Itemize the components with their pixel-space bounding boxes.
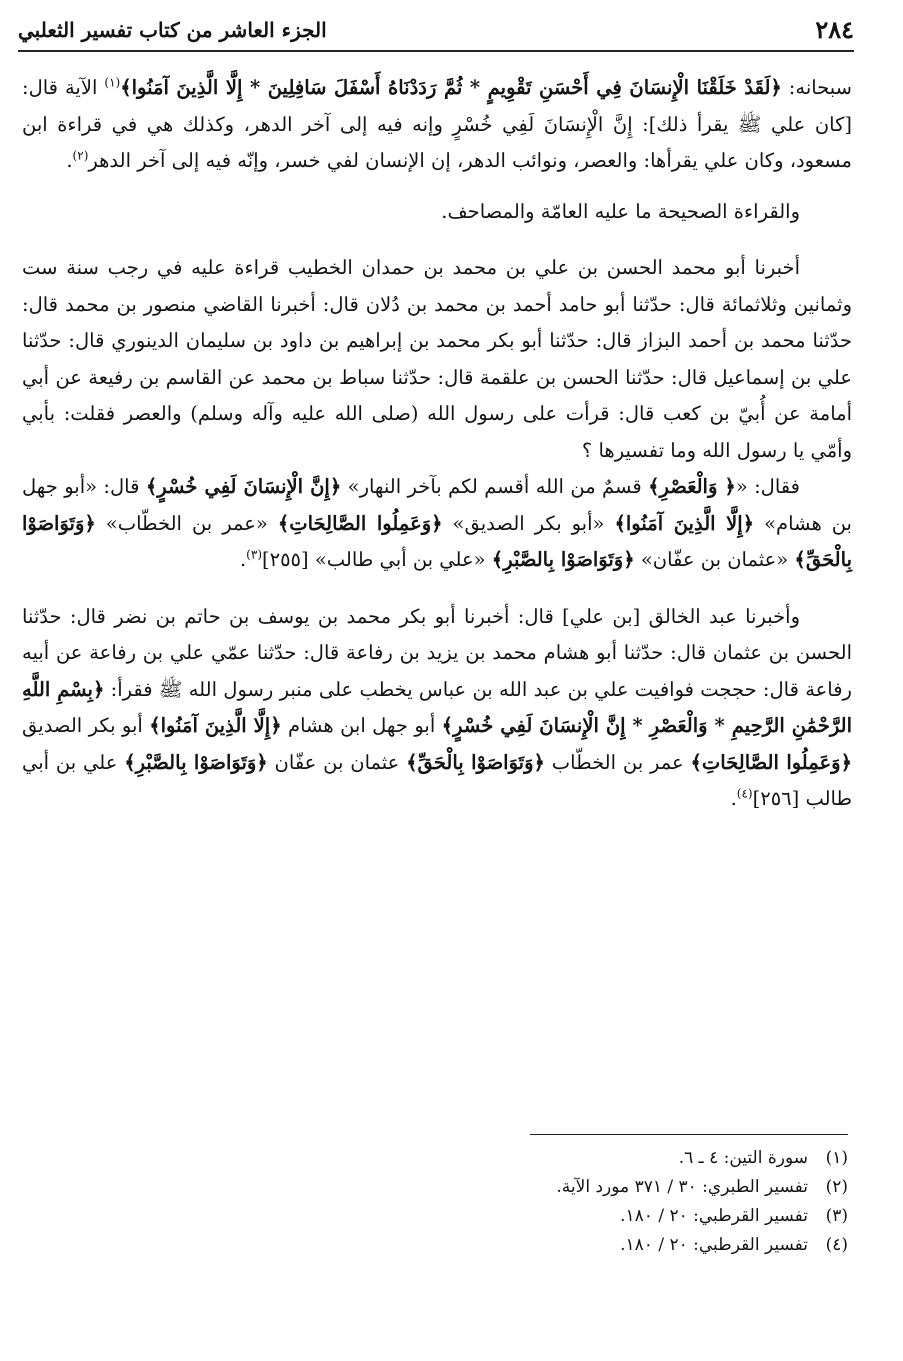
page-header: [18, 14, 854, 46]
quran-verse: ﴿بِسْمِ اللَّهِ الرَّحْمَٰنِ الرَّحِيمِ * وَالْعَصْرِ * إِنَّ الْإِنسَانَ لَفِي خُسْرٍ﴾: [22, 677, 852, 737]
quran-verse: ﴿إِنَّ الْإِنسَانَ لَفِي خُسْرٍ﴾: [145, 475, 342, 498]
paragraph-1: [22, 70, 852, 180]
footnote-item: [300, 1144, 848, 1173]
spacer: [22, 579, 852, 599]
footnote-item: [300, 1231, 848, 1260]
header-divider: [18, 50, 854, 52]
paragraph-1-end: .: [66, 149, 73, 172]
text-run: «عمر بن الخطّاب»: [95, 511, 278, 535]
text-run: .: [239, 548, 247, 571]
quran-verse: ﴿إِلَّا الَّذِينَ آمَنُوا﴾: [149, 714, 282, 737]
footnote-text: تفسير القرطبي: ٢٠ / ١٨٠.: [620, 1235, 808, 1255]
footnote-item: [300, 1173, 848, 1202]
paragraph-5: [22, 599, 852, 818]
quran-verse: ﴿لَقَدْ خَلَقْنَا الْإِنسَانَ فِي أَحْسَنِ تَقْوِيمٍ * ثُمَّ رَدَدْنَاهُ أَسْفَلَ سَافِلِينَ * إِلَّا الَّذِينَ آمَنُوا﴾: [120, 76, 782, 99]
hadith-reference: [٢٥٦]: [752, 787, 800, 810]
footnote-text: تفسير الطبري: ٣٠ / ٣٧١ مورد الآية.: [556, 1177, 808, 1197]
spacer: [22, 180, 852, 194]
page-number: ٢٨٤: [815, 15, 854, 44]
quran-verse: ﴿وَتَوَاصَوْا بِالْحَقِّ﴾: [22, 511, 852, 571]
quran-verse: ﴿وَعَمِلُوا الصَّالِحَاتِ﴾: [690, 750, 853, 774]
text-run: عمر بن الخطّاب: [544, 750, 691, 774]
quran-verse: ﴿وَتَوَاصَوْا بِالصَّبْرِ﴾: [124, 750, 268, 774]
text-run: وأخبرنا عبد الخالق [بن علي] قال: أخبرنا أبو بكر محمد بن يوسف بن حاتم بن نضر قال: حدّثنا الحسن بن عثمان قال: حدّثنا أبو هشام محمد بن يزيد بن رفاعة قال: حدّثنا عمّي علي بن رفاعة عن أبيه رفاعة قال: حججت فوافيت علي بن عبد الله بن عباس يخطب على منبر رسول الله ﷺ فقرأ:: [22, 604, 852, 701]
footnote-number: (٢): [825, 1177, 848, 1197]
text-run: «عثمان بن عفّان»: [634, 548, 795, 571]
footnote-number: (٣): [825, 1206, 848, 1226]
footnote-item: [300, 1202, 848, 1231]
footnote-mark-2: (٢): [72, 148, 89, 163]
footnotes: [300, 1144, 848, 1260]
quran-verse: ﴿وَتَوَاصَوْا بِالصَّبْرِ﴾: [491, 548, 635, 571]
footnote-number: (١): [825, 1148, 848, 1168]
footnote-number: (٤): [825, 1235, 848, 1255]
text-run: أبو جهل ابن هشام: [281, 714, 442, 737]
paragraph-3: أخبرنا أبو محمد الحسن بن علي بن محمد بن حمدان الخطيب قراءة عليه في رجب سنة ست وثمانين وثلاثمائة قال: حدّثنا أبو حامد أحمد بن محمد بن دُلان قال: أخبرنا القاضي منصور بن محمد قال: حدّثنا محمد بن أحمد البزاز قال: حدّثنا أبو بكر محمد بن إبراهيم بن داود بن سليمان الدينوري قال: حدّثنا علي بن إسماعيل قال: حدّثنا الحسن بن علقمة قال: حدّثنا سباط بن محمد عن القاسم بن رفيعة عن أبي أمامة عن أُبيّ بن كعب قال: قرأت على رسول الله (صلى الله عليه وآله وسلم) والعصر فقلت: بأبي وأمّي يا رسول الله وما تفسيرها ؟: [22, 256, 852, 462]
text-run: .: [730, 787, 737, 810]
quran-verse: ﴿ وَالْعَصْرِ﴾: [648, 475, 736, 498]
quran-verse: ﴿وَعَمِلُوا الصَّالِحَاتِ﴾: [277, 511, 443, 535]
text-run: علي بن أبي طالب: [22, 750, 852, 810]
main-text: [22, 70, 852, 818]
hadith-reference: [٢٥٥]: [262, 548, 309, 571]
spacer: [22, 230, 852, 250]
text-run: عثمان بن عفّان: [267, 750, 407, 774]
footnote-mark-4: (٤): [736, 786, 753, 801]
footnote-divider: [530, 1134, 848, 1135]
text-run: قال: «أبو جهل بن هشام»: [22, 475, 852, 535]
text-run: «علي بن أبي طالب»: [308, 548, 492, 571]
paragraph-1-intro: سبحانه:: [781, 76, 853, 99]
quran-verse: ﴿إِلَّا الَّذِينَ آمَنُوا﴾: [614, 511, 755, 535]
text-run: قسمٌ من الله أقسم لكم بآخر النهار»: [341, 475, 649, 498]
paragraph-1-text: الآية قال: [كان علي ﷺ يقرأ ذلك]: إِنَّ الْإِنسَانَ لَفِي خُسْرٍ وإنه فيه إلى آخر الدهر، وكذلك هي في قراءة ابن مسعود، وكان علي يقرأها: والعصر، ونوائب الدهر، إن الإنسان لفي خسر، وإنّه فيه إلى آخر الدهر: [22, 76, 852, 172]
paragraph-2: والقراءة الصحيحة ما عليه العامّة والمصاحف.: [441, 199, 800, 223]
quran-verse: ﴿وَتَوَاصَوْا بِالْحَقِّ﴾: [406, 750, 545, 774]
footnote-text: تفسير القرطبي: ٢٠ / ١٨٠.: [620, 1206, 808, 1226]
text-run: فقال: «: [735, 475, 800, 498]
running-title: الجزء العاشر من كتاب تفسير الثعلبي: [18, 18, 327, 42]
text-run: «أبو بكر الصديق»: [442, 511, 615, 535]
footnote-mark-3: (٣): [246, 547, 262, 562]
footnote-mark-1: (١): [104, 75, 121, 90]
footnote-text: سورة التين: ٤ ـ ٦.: [678, 1148, 808, 1168]
paragraph-4: [22, 469, 852, 579]
text-run: أبو بكر الصديق: [22, 714, 150, 737]
